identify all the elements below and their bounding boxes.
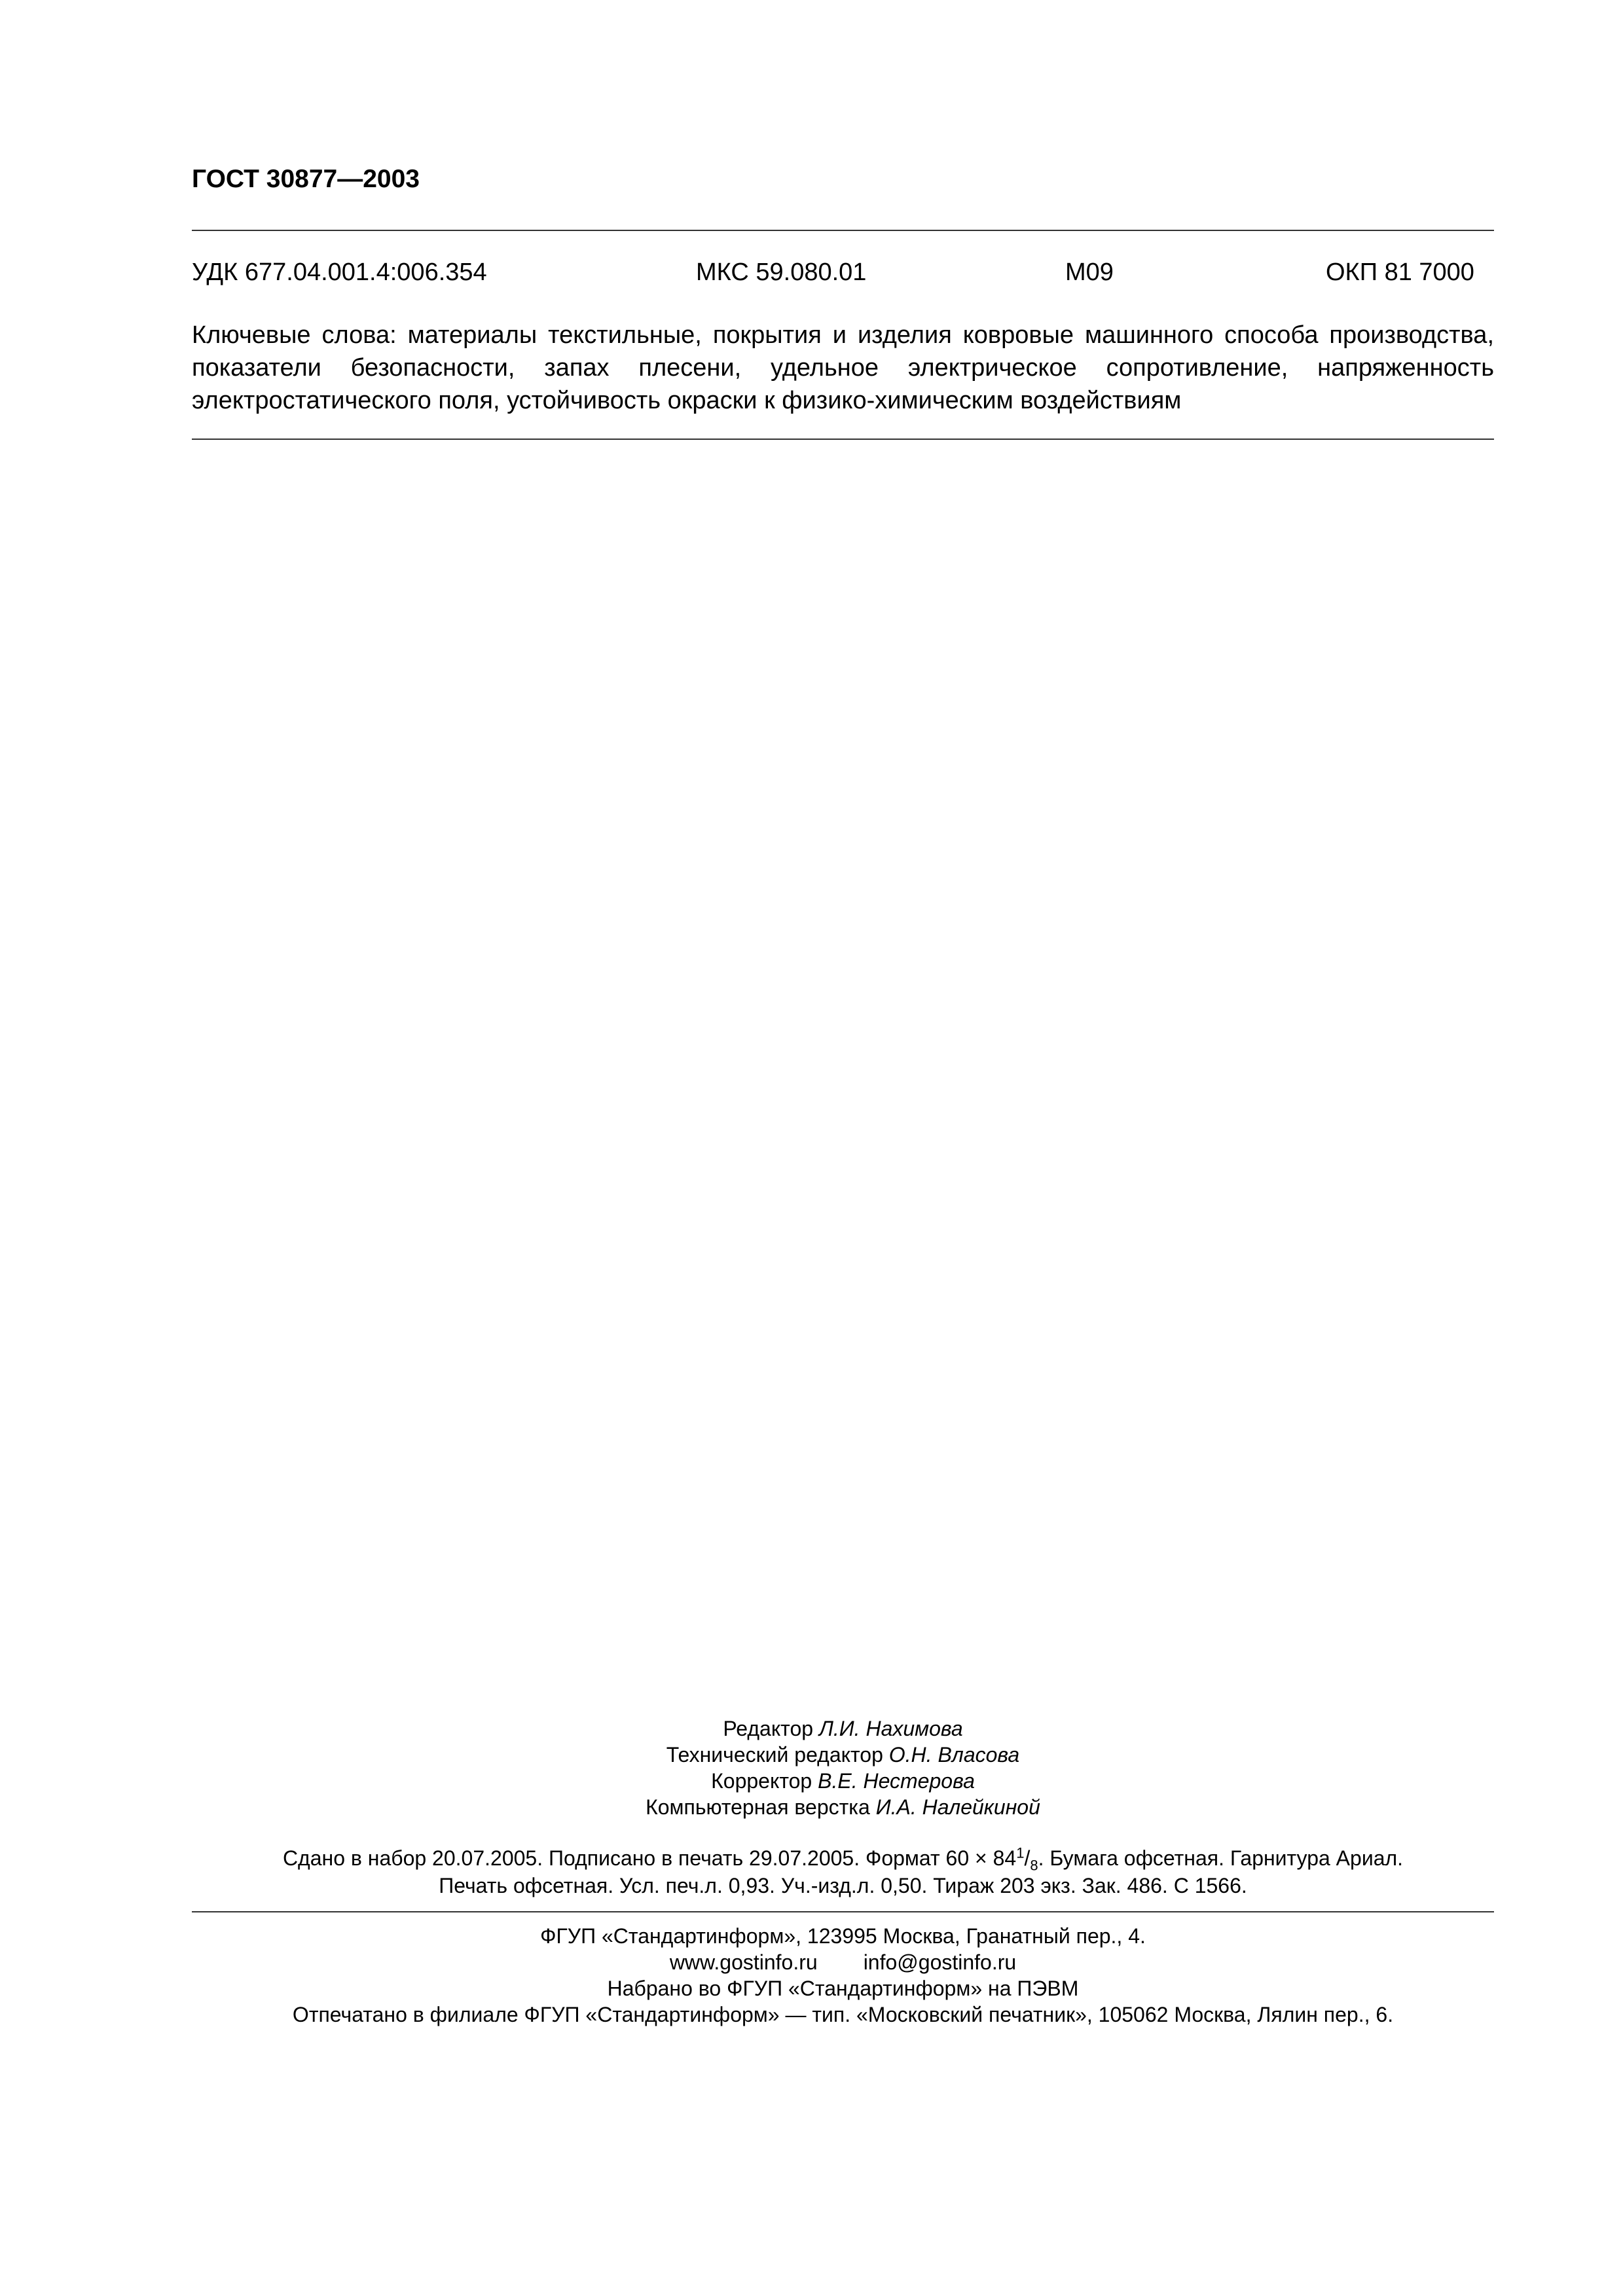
print-info-text-a: Сдано в набор 20.07.2005. Подписано в печать 29.07.2005. Формат 60 × 84 bbox=[282, 1846, 1017, 1870]
format-numerator: 1 bbox=[1016, 1844, 1025, 1861]
udk-code: УДК 677.04.001.4:006.354 bbox=[192, 259, 487, 286]
keywords-paragraph: Ключевые слова: материалы текстильные, покрытия и изделия ковровые машинного способа производства, показатели безопасности, запах плесени, удельное электрическое сопротивление, напряженность электростатического поля, устойчивость окраски к физико-химическим воздействиям bbox=[192, 321, 1494, 414]
top-divider bbox=[192, 230, 1494, 231]
format-denominator: 8 bbox=[1030, 1857, 1038, 1874]
okstu-code: М09 bbox=[1065, 259, 1114, 286]
layout-name: И.А. Налейкиной bbox=[875, 1795, 1040, 1819]
mks-code: МКС 59.080.01 bbox=[696, 259, 867, 286]
credit-corrector bbox=[0, 1767, 1623, 1795]
technical-editor-role: Технический редактор bbox=[666, 1743, 883, 1767]
okp-code: ОКП 81 7000 bbox=[1326, 259, 1474, 286]
technical-editor-name: О.Н. Власова bbox=[888, 1743, 1020, 1767]
publisher-email-link[interactable]: info@gostinfo.ru bbox=[863, 1950, 1017, 1974]
footer-divider bbox=[192, 1911, 1494, 1912]
credit-layout bbox=[0, 1793, 1623, 1821]
publisher-address: ФГУП «Стандартинформ», 123995 Москва, Гранатный пер., 4. bbox=[540, 1924, 1146, 1948]
print-info-line-2: Печать офсетная. Усл. печ.л. 0,93. Уч.-изд.л. 0,50. Тираж 203 экз. Зак. 486. С 1566. bbox=[439, 1874, 1247, 1897]
publisher-contacts bbox=[0, 1949, 1623, 1975]
typeset-note: Набрано во ФГУП «Стандартинформ» на ПЭВМ bbox=[607, 1977, 1079, 2000]
printed-note: Отпечатано в филиале ФГУП «Стандартинформ» — тип. «Московский печатник», 105062 Москва, Лялин пер., 6. bbox=[292, 2003, 1394, 2026]
layout-role: Компьютерная верстка bbox=[646, 1795, 870, 1819]
editor-role: Редактор bbox=[723, 1717, 814, 1740]
credit-technical-editor bbox=[0, 1741, 1623, 1768]
editor-name: Л.И. Нахимова bbox=[818, 1717, 963, 1740]
print-info-text-b: . Бумага офсетная. Гарнитура Ариал. bbox=[1038, 1846, 1404, 1870]
keywords-divider bbox=[192, 439, 1494, 440]
corrector-role: Корректор bbox=[711, 1769, 812, 1793]
corrector-name: В.Е. Нестерова bbox=[818, 1769, 975, 1793]
format-slash: / bbox=[1024, 1846, 1030, 1870]
credit-editor bbox=[0, 1715, 1623, 1742]
document-code: ГОСТ 30877—2003 bbox=[192, 165, 420, 193]
print-info-line-1 bbox=[0, 1844, 1623, 1872]
publisher-website-link[interactable]: www.gostinfo.ru bbox=[669, 1950, 818, 1974]
